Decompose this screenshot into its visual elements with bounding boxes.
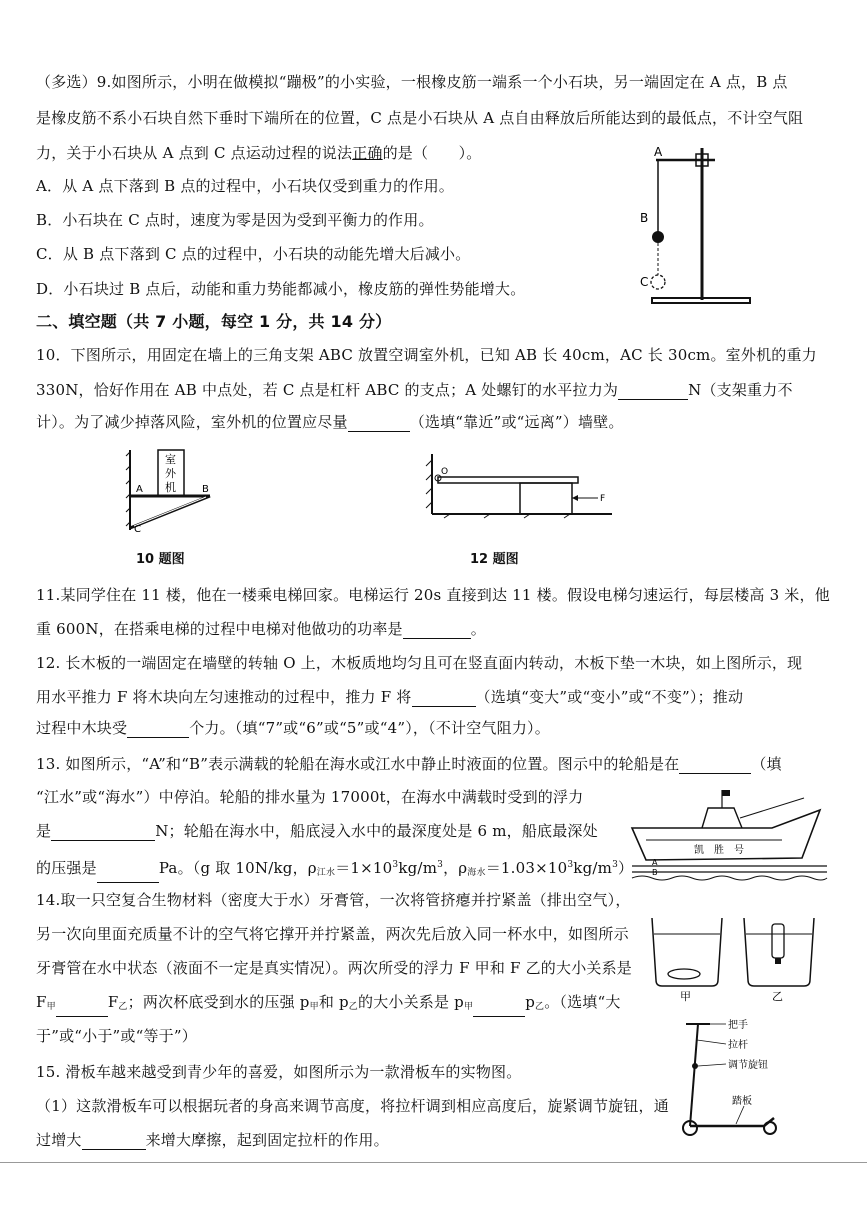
q10-line-3 <box>36 412 624 432</box>
toothpaste-cap <box>775 958 781 964</box>
q12-line-2-text: 用水平推力 F 将木块向左匀速推动的过程中，推力 F 将 <box>36 688 412 706</box>
toothpaste-tube-flat <box>668 969 700 979</box>
q9-emphasis-correct: 正确 <box>352 144 383 162</box>
long-board <box>438 477 578 483</box>
scooter-figure <box>676 1016 806 1140</box>
f-symbol: F <box>36 993 47 1011</box>
q14-line-1: 14.取一只空复合生物材料（密度大于水）牙膏管，一次将管挤瘪并拧紧盖（排出空气）， <box>36 891 631 909</box>
q9-line-1: （多选）9.如图所示，小明在做模拟“蹦极”的小实验，一根橡皮筋一端系一个小石块，另一端固定在 A 点，B 点 <box>36 73 788 91</box>
ac-label-2: 外 <box>165 467 176 480</box>
p-yi-sub: 乙 <box>348 1002 358 1012</box>
figure-12 <box>424 452 614 524</box>
f-symbol-2: F <box>107 993 119 1011</box>
q14-line-2: 另一次向里面充质量不计的空气将它撑开并拧紧盖，两次先后放入同一杯水中，如图所示 <box>36 925 629 943</box>
p-jia-sub: 甲 <box>309 1002 319 1012</box>
q9-line-2: 是橡皮筋不系小石块自然下垂时下端所在的位置，C 点是小石块从 A 点自由释放后所能达到的最低点，不计空气阻 <box>36 109 804 127</box>
q10-line-3-text: 计）。为了减少掉落风险，室外机的位置应尽量 <box>36 413 348 431</box>
water-waves <box>632 876 827 880</box>
q14-blank-1[interactable] <box>56 1000 108 1017</box>
stone-lowest-position <box>651 275 665 289</box>
p-jia-sub-2: 甲 <box>463 1002 474 1012</box>
q9-option-a: A．从 A 点下落到 B 点的过程中，小石块仅受到重力的作用。 <box>36 177 454 195</box>
q10-line-2 <box>36 380 793 400</box>
label-f: F <box>600 494 606 504</box>
label-c: C <box>134 524 141 533</box>
toothpaste-tube-full <box>772 924 784 958</box>
line-b-label: B <box>652 868 658 877</box>
q14-line-4-text: ；两次杯底受到水的压强 p <box>127 993 310 1011</box>
q13-line-4-end: ） <box>618 859 634 877</box>
q13-line-4-b: Pa。（g 取 10N/kg，ρ <box>158 859 317 877</box>
q13-blank-1[interactable] <box>679 757 751 774</box>
q15-line-3-text: 过增大 <box>36 1131 82 1149</box>
q13-line-3-text: 是 <box>36 822 52 840</box>
label-a: A <box>136 484 143 495</box>
q12-line-2-end: （选填“变大”或“变小”或“不变”）；推动 <box>475 688 744 706</box>
ac-label-3: 机 <box>165 481 176 494</box>
q13-line-4-text: 的压强是 <box>36 859 97 877</box>
leader-knob <box>698 1064 726 1066</box>
ship-cabin <box>702 808 742 828</box>
q13-line-1-end: （填 <box>751 755 782 773</box>
scooter-knob <box>692 1063 698 1069</box>
q10-line-1: 10．下图所示，用固定在墙上的三角支架 ABC 放置空调室外机，已知 AB 长 40cm，AC 长 30cm。室外机的重力 <box>36 346 817 364</box>
q13-blank-2[interactable] <box>51 824 155 841</box>
figure-10 <box>122 448 222 533</box>
page-bottom-rule <box>0 1162 867 1163</box>
exp-2: 3 <box>437 860 444 870</box>
ship-name: 凯 胜 号 <box>694 845 744 856</box>
q9-line-3-text: 力，关于小石块从 A 点到 C 点运动过程的说法 <box>36 144 353 162</box>
rho-river-subscript: 江水 <box>316 868 336 878</box>
q13-line-4-d: ＝1×10 <box>335 859 393 877</box>
q9-option-d: D．小石块过 B 点后，动能和重力势能都减小，橡皮筋的弹性势能增大。 <box>36 280 526 298</box>
q11-line-1: 11.某同学住在 11 楼，他在一楼乘电梯回家。电梯运行 20s 直接到达 11 楼。假设电梯匀速运行，每层楼高 3 米，他 <box>36 586 830 604</box>
q14-line-4-end: 。（选填“大 <box>544 993 621 1011</box>
unit-1: kg/m <box>398 859 438 877</box>
scooter-deck <box>690 1118 774 1126</box>
q12-line-3-end: 个力。（填“7”或“6”或“5”或“4”），（不计空气阻力）。 <box>189 719 550 737</box>
stone-ball <box>652 231 664 243</box>
q11-blank[interactable] <box>403 622 471 639</box>
scooter-rear-wheel <box>764 1122 776 1134</box>
q11-line-2 <box>36 619 486 639</box>
q9-option-c: C．从 B 点下落到 C 点的过程中，小石块的动能先增大后减小。 <box>36 245 471 263</box>
bungee-figure <box>630 140 755 310</box>
cup-jia <box>652 918 722 986</box>
cup-jia-label: 甲 <box>680 990 691 1002</box>
section-heading: 二、填空题（共 7 小题，每空 1 分，共 14 分） <box>36 312 392 331</box>
label-b: B <box>640 211 649 225</box>
p-yi-sub-2: 乙 <box>535 1002 545 1012</box>
q12-line-2 <box>36 687 743 707</box>
figure-10-caption: 10 题图 <box>136 552 185 567</box>
scooter-label-rod: 拉杆 <box>728 1040 748 1051</box>
q13-line-1 <box>36 754 782 774</box>
leader-deck <box>736 1106 744 1124</box>
f-jia-sub: 甲 <box>46 1002 56 1012</box>
q13-line-4-j: ＝1.03×10 <box>485 859 568 877</box>
q9-line-3-end: 的是（ ）。 <box>382 144 482 162</box>
scooter-label-deck: 踏板 <box>732 1096 752 1107</box>
label-a: A <box>654 145 663 159</box>
q15-line-1: 15. 滑板车越来越受到青少年的喜爱，如图所示为一款滑板车的实物图。 <box>36 1063 522 1081</box>
figure-12-caption: 12 题图 <box>470 552 519 567</box>
exp-4: 3 <box>612 860 618 870</box>
q14-line-3: 牙膏管在水中状态（液面不一定是真实情况）。两次所受的浮力 F 甲和 F 乙的大小关系是 <box>36 959 632 977</box>
q14-line-4 <box>36 992 621 1017</box>
wood-block <box>520 483 572 514</box>
q14-blank-2[interactable] <box>473 1000 525 1017</box>
q10-line-2-end: N（支架重力不 <box>688 381 793 399</box>
cup-yi-label: 乙 <box>772 990 783 1002</box>
q10-line-2-text: 330N，恰好作用在 AB 中点处，若 C 点是杠杆 ABC 的支点；A 处螺钉的水平拉力为 <box>36 381 619 399</box>
f-yi-sub: 乙 <box>118 1002 128 1012</box>
exp-1: 3 <box>392 860 399 870</box>
cup-yi <box>744 918 814 986</box>
q12-blank-1[interactable] <box>412 690 476 707</box>
force-arrow-head <box>572 495 578 501</box>
ac-label-1: 室 <box>165 453 176 466</box>
bracket-highlight <box>134 497 206 526</box>
q9-line-3 <box>36 143 482 163</box>
q13-line-3 <box>36 821 598 841</box>
stand-base <box>652 298 750 303</box>
q11-line-2-text: 重 600N，在搭乘电梯的过程中电梯对他做功的功率是 <box>36 620 403 638</box>
scooter-label-handle: 把手 <box>728 1020 748 1031</box>
q10-blank-2[interactable] <box>348 415 410 432</box>
ship-flag <box>722 790 730 796</box>
q14-line-4-i: 的大小关系是 p <box>358 993 464 1011</box>
q12-blank-2[interactable] <box>127 721 189 738</box>
q13-blank-3[interactable] <box>97 866 159 883</box>
label-c: C <box>640 275 649 289</box>
q12-line-3-text: 过程中木块受 <box>36 719 128 737</box>
line-a-label: A <box>652 858 658 867</box>
label-o: O <box>441 467 449 477</box>
q15-blank[interactable] <box>82 1133 146 1150</box>
exp-3: 3 <box>567 860 574 870</box>
ship-figure <box>622 788 832 888</box>
q12-line-1: 12. 长木板的一端固定在墙壁的转轴 O 上，木板质地均匀且可在竖直面内转动，木板下垫一木块，如上图所示，现 <box>36 654 803 672</box>
q15-line-3 <box>36 1130 389 1150</box>
leader-rod <box>697 1040 726 1044</box>
unit-2: kg/m <box>573 859 613 877</box>
q14-line-4-g: 和 p <box>318 993 349 1011</box>
p-symbol: p <box>525 993 535 1011</box>
q10-blank-1[interactable] <box>618 383 688 400</box>
q13-line-4 <box>36 855 633 883</box>
q13-line-4-h: ，ρ <box>443 859 468 877</box>
q15-line-2: （1）这款滑板车可以根据玩者的身高来调节高度，将拉杆调到相应高度后，旋紧调节旋钮，通 <box>36 1097 669 1115</box>
scooter-label-knob: 调节旋钮 <box>728 1060 768 1071</box>
q11-line-2-end: 。 <box>470 620 486 638</box>
label-b: B <box>202 484 209 495</box>
rho-sea-subscript: 海水 <box>467 868 486 878</box>
q15-line-3-end: 来增大摩擦，起到固定拉杆的作用。 <box>145 1131 389 1149</box>
q12-line-3 <box>36 718 550 738</box>
q13-line-3-end: N；轮船在海水中，船底浸入水中的最深度处是 6 m，船底最深处 <box>155 822 598 840</box>
ship-rigging <box>740 798 804 818</box>
q9-option-b: B．小石块在 C 点时，速度为零是因为受到平衡力的作用。 <box>36 211 434 229</box>
q10-line-3-end: （选填“靠近”或“远离”）墙壁。 <box>409 413 624 431</box>
q13-line-1-text: 13. 如图所示，“A”和“B”表示满载的轮船在海水或江水中静止时液面的位置。图示中的轮船是在 <box>36 755 680 773</box>
scooter-stem <box>690 1024 698 1126</box>
q13-line-2: “江水”或“海水”）中停泊。轮船的排水量为 17000t，在海水中满载时受到的浮力 <box>36 788 584 806</box>
cups-figure <box>642 910 832 1002</box>
q14-line-5: 于”或“小于”或“等于”） <box>36 1027 197 1045</box>
